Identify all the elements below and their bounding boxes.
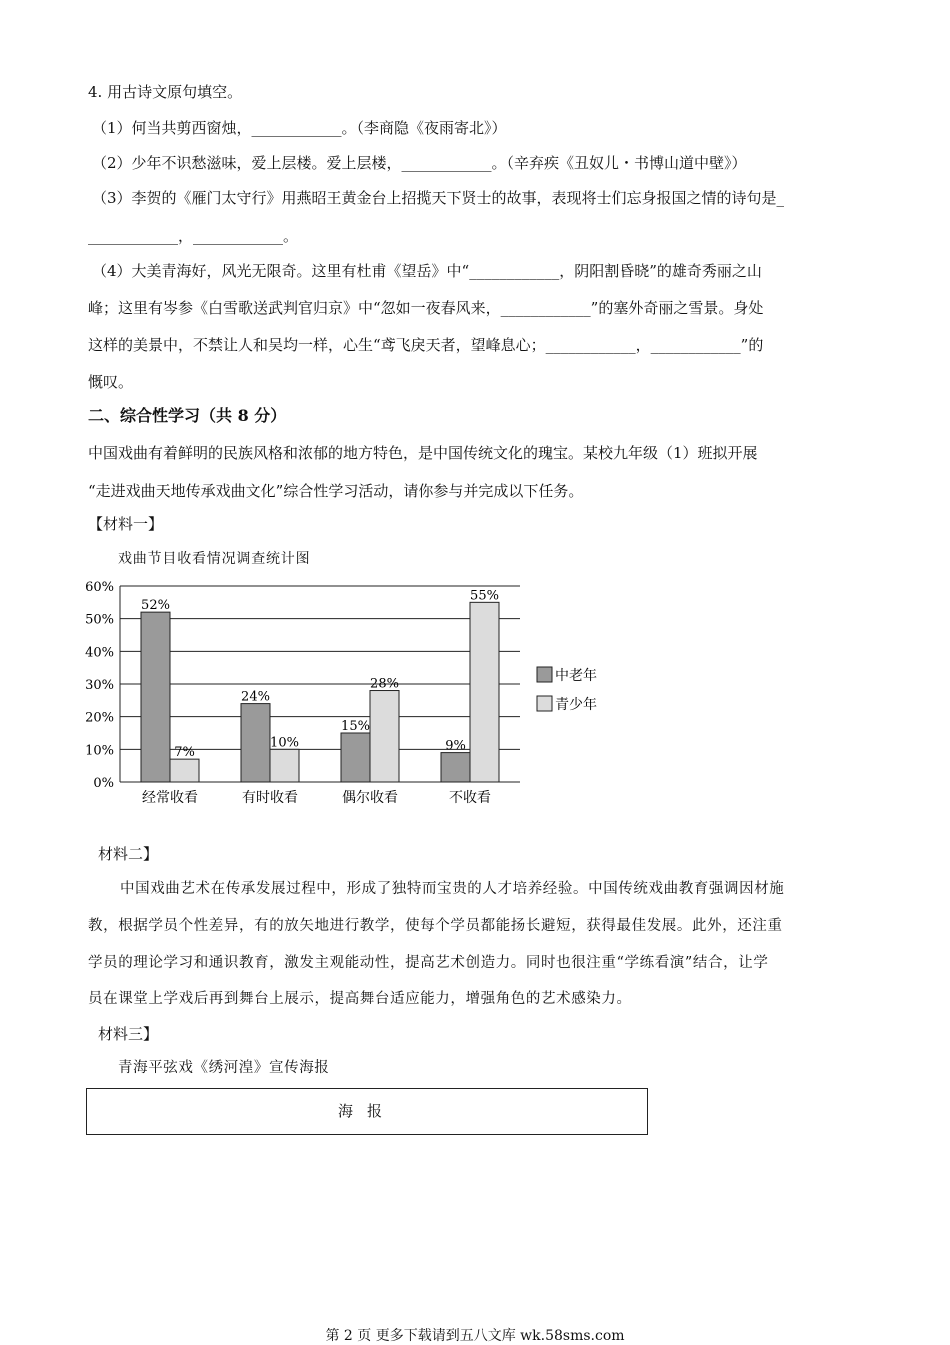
bar-youth — [170, 759, 199, 782]
q4-title: 4. 用古诗文原句填空。 — [88, 83, 243, 101]
y-tick-label: 0% — [93, 776, 114, 791]
material-3-label: 材料三】 — [98, 1025, 159, 1043]
x-tick-label: 不收看 — [449, 790, 491, 806]
data-label: 24% — [241, 689, 270, 705]
poster-text: 海报 — [337, 1102, 396, 1120]
chart-title: 戏曲节目收看情况调查统计图 — [118, 551, 311, 567]
x-tick-label: 有时收看 — [242, 790, 298, 806]
data-label: 55% — [470, 588, 499, 604]
bar-youth — [270, 749, 299, 782]
legend-swatch — [537, 667, 552, 682]
x-tick-label: 经常收看 — [142, 790, 198, 806]
data-label: 52% — [141, 598, 170, 614]
data-label: 28% — [370, 676, 399, 692]
legend-swatch — [537, 696, 552, 711]
bar-youth — [470, 602, 499, 782]
legend-label: 中老年 — [555, 668, 597, 684]
y-tick-label: 50% — [85, 612, 114, 628]
section2-heading: 二、综合性学习（共 8 分） — [88, 406, 287, 425]
material-2-para-4: 员在课堂上学戏后再到舞台上展示，提高舞台适应能力，增强角色的艺术感染力。 — [88, 991, 632, 1007]
q4-item-2: （2）少年不识愁滋味，爱上层楼。爱上层楼，____________。（辛弃疾《丑奴儿・书博山道中壁》） — [92, 154, 747, 172]
q4-item-3-cont: ____________，____________。 — [88, 227, 299, 245]
y-tick-label: 20% — [85, 710, 114, 726]
material-2-para-2: 教，根据学员个性差异，有的放矢地进行教学，使每个学员都能扬长避短，获得最佳发展。此外，还注重 — [88, 918, 783, 934]
bar-chart — [80, 545, 640, 815]
q4-item-1: （1）何当共剪西窗烛，____________。（李商隐《夜雨寄北》） — [92, 119, 507, 137]
q4-item-4-cont-1: 峰；这里有岑参《白雪歌送武判官归京》中“忽如一夜春风来，____________”的塞外奇丽之雪景。身处 — [88, 299, 764, 317]
q4-item-4-cont-2: 这样的美景中，不禁让人和吴均一样，心生“鸢飞戾天者，望峰息心；____________，____________”的 — [88, 336, 764, 354]
bar-middle-aged — [441, 753, 470, 782]
q4-item-4-cont-3: 慨叹。 — [88, 373, 134, 391]
data-label: 9% — [445, 738, 466, 754]
section2-intro-1: 中国戏曲有着鲜明的民族风格和浓郁的地方特色，是中国传统文化的瑰宝。某校九年级（1）班拟开展 — [88, 444, 758, 462]
section2-intro-2: “走进戏曲天地传承戏曲文化”综合性学习活动，请你参与并完成以下任务。 — [88, 482, 584, 500]
q4-item-3: （3）李贺的《雁门太守行》用燕昭王黄金台上招揽天下贤士的故事，表现将士们忘身报国之情的诗句是_ — [92, 189, 785, 207]
page-footer: 第 2 页 更多下载请到五八文库 wk.58sms.com — [325, 1328, 625, 1344]
y-tick-label: 10% — [85, 743, 114, 759]
bar-youth — [370, 691, 399, 782]
y-tick-label: 30% — [85, 678, 114, 693]
legend-label: 青少年 — [555, 697, 597, 713]
poster-box — [86, 1088, 648, 1135]
data-label: 15% — [341, 719, 370, 734]
data-label: 10% — [270, 735, 299, 751]
y-tick-label: 40% — [85, 645, 114, 661]
poster-caption: 青海平弦戏《绣河湟》宣传海报 — [118, 1060, 330, 1076]
q4-item-4: （4）大美青海好，风光无限奇。这里有杜甫《望岳》中“____________，阴阳割昏晓”的雄奇秀丽之山 — [92, 262, 762, 280]
bar-middle-aged — [341, 733, 370, 782]
material-2-para-3: 学员的理论学习和通识教育，激发主观能动性，提高艺术创造力。同时也很注重“学练看演”结合，让学 — [88, 955, 769, 971]
data-label: 7% — [174, 745, 195, 761]
bar-middle-aged — [241, 704, 270, 782]
x-tick-label: 偶尔收看 — [342, 790, 398, 806]
material-2-label: 材料二】 — [98, 845, 159, 863]
y-tick-label: 60% — [85, 580, 114, 595]
bar-middle-aged — [141, 612, 170, 782]
material-1-label: 【材料一】 — [88, 515, 164, 533]
material-2-para-1: 中国戏曲艺术在传承发展过程中，形成了独特而宝贵的人才培养经验。中国传统戏曲教育强调因材施 — [120, 881, 785, 897]
